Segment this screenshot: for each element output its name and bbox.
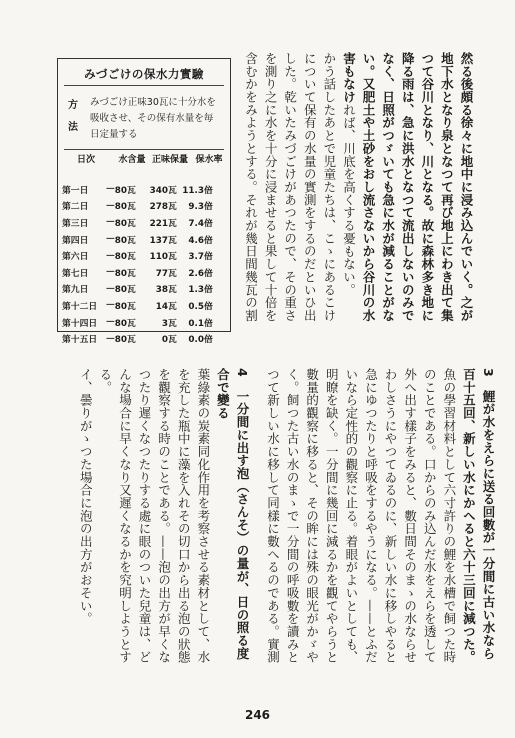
header-water: 水含量 [118, 155, 146, 165]
table-row [62, 214, 226, 231]
upper-body-text [238, 52, 476, 330]
table-row [62, 231, 226, 248]
row-dash: — [106, 317, 115, 328]
table-title: みづごけの保水力實驗 [84, 67, 204, 81]
row-day: 第十五日 [62, 335, 98, 346]
row-dash: — [106, 283, 115, 294]
row-water: 80瓦 [114, 252, 136, 263]
row-net: 14瓦 [155, 301, 177, 312]
row-rate: 4.6倍 [188, 235, 213, 246]
row-water: 80瓦 [114, 301, 136, 312]
header-rate: 保水率 [195, 155, 223, 165]
table-row [62, 297, 226, 314]
header-net: 正味保量 [151, 155, 188, 165]
row-day: 第二日 [62, 202, 89, 213]
method-text: みづごけ正味30瓦に十分水を吸收させ、その保有水量を毎日定量する [90, 97, 216, 140]
table-row [62, 264, 226, 281]
row-water: 80瓦 [114, 335, 136, 346]
row-dash: — [106, 184, 115, 195]
row-rate: 0.1倍 [188, 318, 213, 329]
row-water: 80瓦 [114, 285, 136, 296]
row-net: 278瓦 [149, 202, 177, 213]
row-dash: — [106, 250, 115, 261]
row-net: 221瓦 [149, 218, 177, 229]
row-dash: — [106, 217, 115, 228]
upper-paragraph-2: れば、川底を高くする憂もない。 かう話したあとで児童たちは、こゝにあるこけについて保有の水量の實測をするのだといひ出した。乾いたみづごけがあつたので、その重さを測り之に水を十分に浸ませると果して十倍を含むかをみようとする。それが幾日間幾瓦の割 [243, 52, 357, 322]
row-rate: 9.3倍 [188, 202, 213, 213]
section-4-last: イ、曇りがゝつた場合に泡の出方がおそい。 [78, 368, 94, 625]
table-row [62, 198, 226, 215]
row-day: 第十四日 [62, 318, 98, 329]
method-label: 方法 [68, 100, 78, 133]
row-net: 340瓦 [149, 185, 177, 196]
row-day: 第九日 [62, 285, 89, 296]
table-row [62, 181, 226, 198]
table-row [62, 281, 226, 298]
upper-paragraph-1: 然る後頗る徐々に地中に浸み込んでいく。之が地下水となり泉となつて再び地上にわき出て集つて谷川となり、川となる。故に森林多き地に降る雨は、急に洪水となつて流出しないのみでなく、日照がつゞいても急に水が減ることがない。又肥土や土砂をおし流さないから谷川の水害もなけ [341, 52, 474, 322]
row-water: 80瓦 [114, 318, 136, 329]
section-4-heading: 4 一分間に出す泡（さんそ）の量が、日の照る度合で變る [215, 368, 250, 660]
row-day: 第一日 [62, 185, 89, 196]
row-day: 第四日 [62, 235, 89, 246]
row-net: 38瓦 [155, 285, 177, 296]
row-dash: — [106, 333, 115, 344]
row-day: 第六日 [62, 252, 89, 263]
section-3 [262, 368, 498, 664]
row-water: 80瓦 [114, 185, 136, 196]
row-net: 77瓦 [155, 268, 177, 279]
row-day: 第三日 [62, 218, 89, 229]
page-number: 246 [244, 708, 271, 722]
row-net: 110瓦 [149, 252, 177, 263]
row-rate: 0.0倍 [188, 335, 213, 346]
section-4-body: 葉綠素の炭素同化作用を考察させる素材として、水を充した瓶中に藻を入れその切口から出る泡の狀態を觀察する時のことである。——泡の出方が早くなつたり遲くなつたりする處に眼のついた兒童は、どんな場合に早くなり又遲くなるかを究明しようとする。 [97, 368, 211, 664]
row-rate: 1.3倍 [188, 285, 213, 296]
moss-water-table [57, 58, 231, 346]
table-row [62, 247, 226, 264]
row-dash: — [106, 267, 115, 278]
row-net: 3瓦 [161, 318, 177, 329]
section-3-body: 魚の學習材料として六寸許りの鯉を水槽で飼つた時のことである。口からのみ込んだ水をえらを透して外へ出す樣子をみると、數日間そのまゝの水ならせわしさうにやつてゐるのに、新しい水に移しやると急にゆつたりと呼吸をするやうになる。——とふだいなら定性的の觀察に止る。着眼がよいとしても、明瞭を缺く。一分間に幾回に減るかを觀てやらうと數量的觀察に移ると、その眸には殊の眼光がかゞやく。飼つた古い水のまゝで一分間の呼吸數を讀みとつて新しい水に移して同樣に數へるのである。實測 [265, 368, 457, 664]
table-rows [62, 181, 226, 347]
section-3-heading: 3 鯉が水をえらに送る回數が一分間に古い水なら百十五回、新しい水にかへると六十三回に減つた。 [461, 368, 496, 664]
row-water: 80瓦 [114, 202, 136, 213]
row-net: 137瓦 [149, 235, 177, 246]
row-dash: — [106, 234, 115, 245]
row-rate: 11.3倍 [182, 185, 213, 196]
row-water: 80瓦 [114, 268, 136, 279]
row-dash: — [106, 300, 115, 311]
row-day: 第七日 [62, 268, 89, 279]
row-rate: 2.6倍 [188, 268, 213, 279]
section-4 [60, 368, 252, 664]
table-rule-top [64, 85, 224, 86]
table-rule-mid [64, 149, 224, 150]
header-day: 日次 [76, 155, 95, 165]
table-row [62, 330, 226, 347]
row-net: 0瓦 [161, 335, 177, 346]
row-rate: 7.4倍 [188, 218, 213, 229]
row-rate: 3.7倍 [188, 252, 213, 263]
row-rate: 0.5倍 [188, 301, 213, 312]
row-water: 80瓦 [114, 235, 136, 246]
row-day: 第十二日 [62, 301, 98, 312]
row-water: 80瓦 [114, 218, 136, 229]
row-dash: — [106, 200, 115, 211]
table-row [62, 314, 226, 331]
